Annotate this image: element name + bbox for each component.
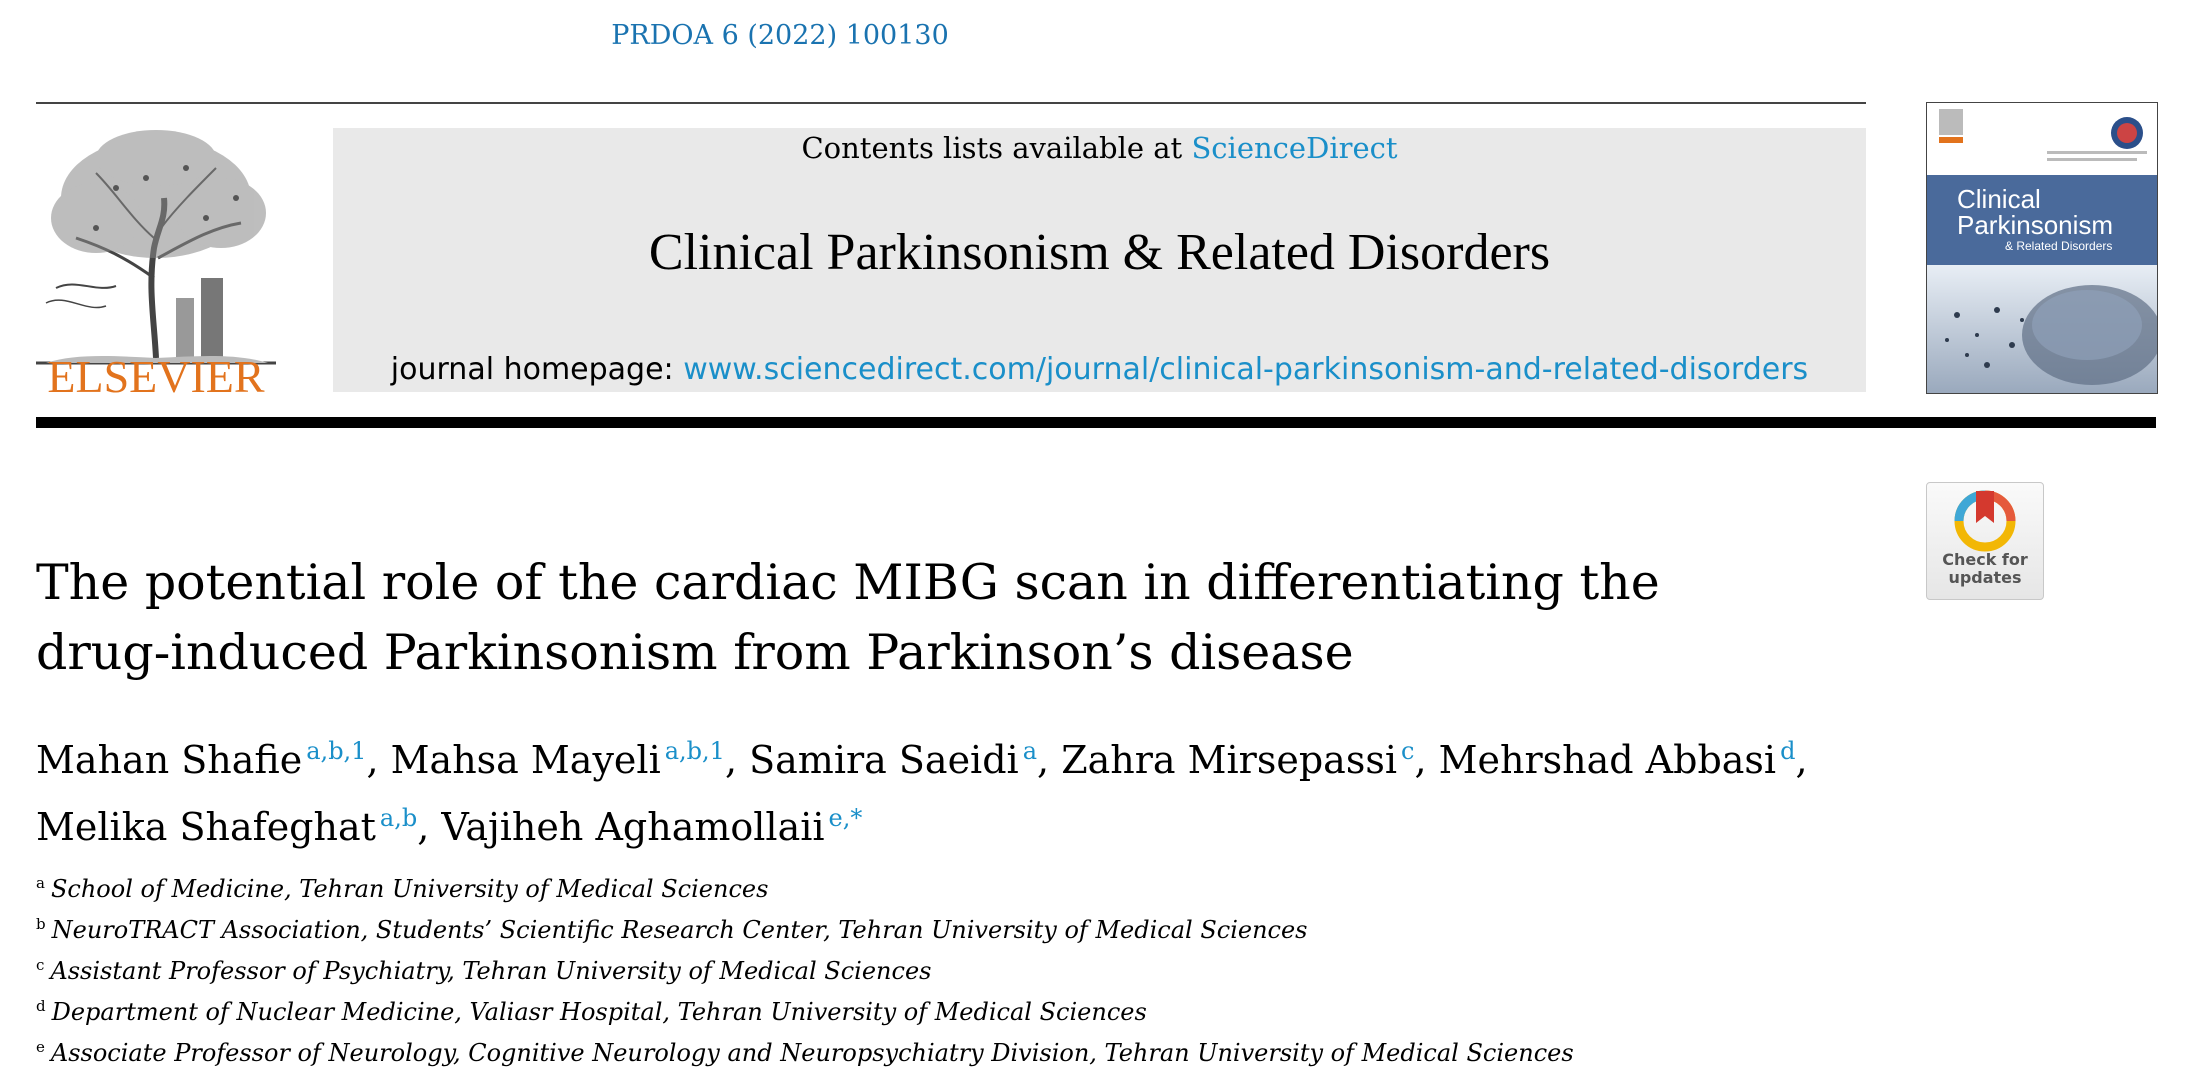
cover-title-line2: Parkinsonism [1957,210,2114,240]
author-affil-ref[interactable]: a,b [379,804,418,832]
author-name[interactable]: Melika Shafeghat [36,805,376,849]
affiliation-text: NeuroTRACT Association, Students’ Scientific Research Center, Tehran University of Medical Sciences [51,916,1308,944]
author-name[interactable]: Samira Saeidi [749,738,1019,782]
author-separator: , [1037,738,1062,782]
author-affil-ref[interactable]: c [1400,737,1415,765]
article-title [36,548,1836,688]
author-affil-ref[interactable]: a,b,1 [664,737,725,765]
author-affil-ref[interactable]: a,b,1 [306,737,367,765]
crossmark-icon [1927,483,2043,553]
author-separator: , [1414,738,1439,782]
affiliation-list [36,866,1916,1071]
author-name[interactable]: Mahan Shafie [36,738,303,782]
cover-title-line1: Clinical [1957,184,2041,214]
author-name[interactable]: Zahra Mirsepassi [1061,738,1397,782]
article-title-line1: The potential role of the cardiac MIBG scan in differentiating the [36,554,1660,611]
author-separator: , [366,738,391,782]
check-label-line1: Check for [1942,550,2028,569]
author-name[interactable]: Mahsa Mayeli [390,738,661,782]
author-line-1 [36,722,1916,789]
affiliation-key: e [36,1038,45,1056]
homepage-line [333,350,1866,390]
author-affil-ref[interactable]: d [1780,737,1796,765]
elsevier-logo-text[interactable]: ELSEVIER [47,351,265,402]
header-thick-divider [36,417,2156,428]
homepage-prefix: journal homepage: [390,352,684,387]
sciencedirect-link[interactable]: ScienceDirect [1191,131,1398,165]
author-list [36,722,1916,856]
contents-prefix: Contents lists available at [801,131,1192,165]
affiliation-key: d [36,997,46,1015]
top-divider [36,102,1866,104]
journal-cover-image[interactable] [1926,102,2158,394]
affiliation-item [36,1030,1916,1071]
affiliation-text: Associate Professor of Neurology, Cognitive Neurology and Neuropsychiatry Division, Tehran University of Medical Sciences [50,1039,1574,1067]
author-separator: , [724,738,750,782]
affiliation-item [36,989,1916,1030]
check-for-updates-label [1927,551,2043,587]
affiliation-item [36,866,1916,907]
author-line-2 [36,789,1916,856]
author-separator: , [417,805,442,849]
journal-title: Clinical Parkinsonism & Related Disorders [648,224,1551,281]
journal-banner [333,128,1866,392]
affiliation-text: Assistant Professor of Psychiatry, Tehran University of Medical Sciences [50,957,932,985]
affiliation-key: b [36,915,46,933]
author-name[interactable]: Vajiheh Aghamollaii [441,805,825,849]
cover-title-line3: & Related Disorders [2005,239,2113,253]
affiliation-item [36,907,1916,948]
author-affil-ref[interactable]: a [1022,737,1038,765]
cover-logos-icon [1927,103,2157,175]
check-label-line2: updates [1948,568,2022,587]
cover-header [1927,103,2157,175]
author-name[interactable]: Mehrshad Abbasi [1438,738,1777,782]
brain-illustration-icon [1927,265,2157,393]
journal-homepage-link[interactable]: www.sciencedirect.com/journal/clinical-parkinsonism-and-related-disorders [683,352,1809,387]
article-title-line2: drug-induced Parkinsonism from Parkinson’s disease [36,624,1354,681]
contents-line [333,128,1866,168]
journal-citation[interactable]: PRDOA 6 (2022) 100130 [611,20,949,51]
affiliation-key: c [36,956,45,974]
author-affil-ref[interactable]: e,* [828,804,863,832]
author-separator: , [1795,738,1808,782]
affiliation-text: School of Medicine, Tehran University of Medical Sciences [50,875,769,903]
affiliation-key: a [36,874,45,892]
affiliation-item [36,948,1916,989]
check-for-updates-button[interactable] [1926,482,2044,600]
affiliation-text: Department of Nuclear Medicine, Valiasr Hospital, Tehran University of Medical Sciences [51,998,1147,1026]
